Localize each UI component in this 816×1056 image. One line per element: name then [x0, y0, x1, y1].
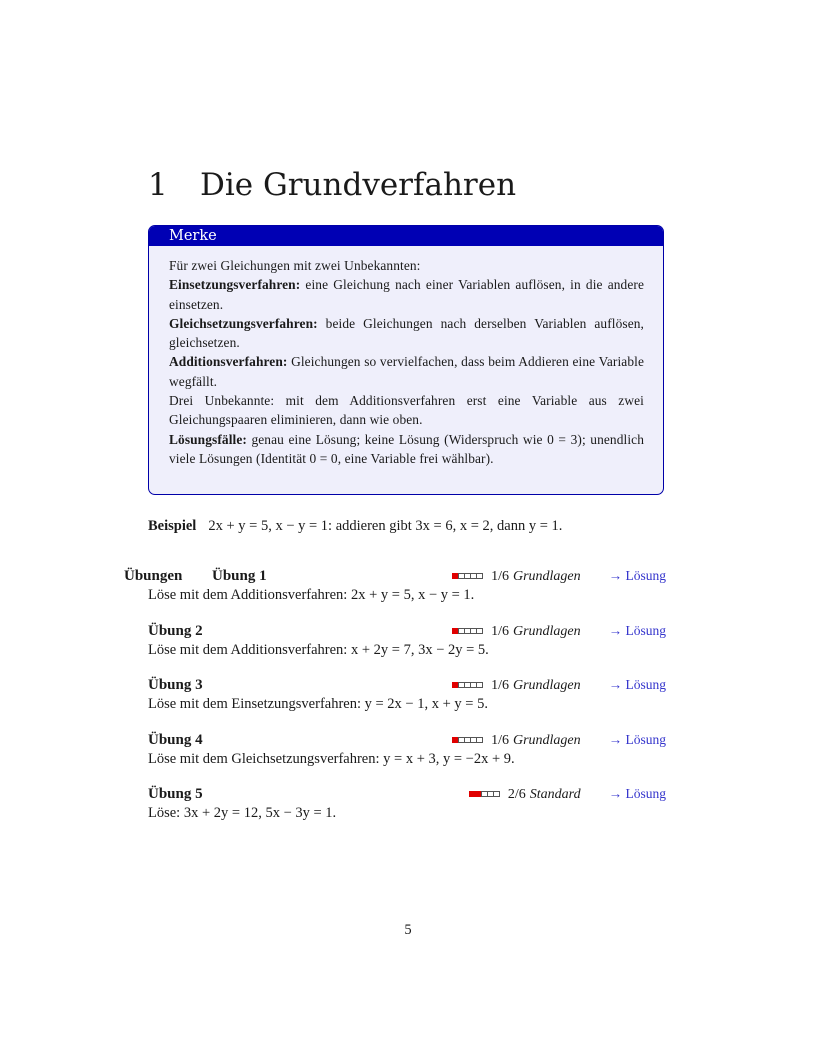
merke-body: [149, 246, 663, 468]
level-category: Grundlagen: [512, 624, 581, 639]
section-title: Die Grundverfahren: [200, 167, 517, 203]
level-value: 1/6: [491, 624, 509, 639]
merke-cases-text: genau eine Lösung; keine Lösung (Widerspruch wie 0 = 3); unendlich viele Lösungen (Identität 0 = 0, eine Variable frei wählbar).: [169, 431, 644, 466]
beispiel-label: Beispiel: [148, 518, 197, 534]
level-category: Grundlagen: [512, 569, 581, 584]
merke-term: Additionsverfahren:: [169, 354, 288, 370]
level-value: 1/6: [491, 733, 509, 748]
page-number: 5: [404, 922, 412, 938]
exercise: [148, 675, 666, 715]
merke-intro: Für zwei Gleichungen mit zwei Unbekannten:: [169, 258, 421, 273]
exercise-task: Löse mit dem Additionsverfahren: 2x + y = 5, x − y = 1.: [148, 587, 475, 603]
merke-box: [148, 225, 664, 495]
difficulty-level: [491, 676, 581, 696]
difficulty-level: [491, 622, 581, 642]
exercise-task: Löse mit dem Gleichsetzungsverfahren: y = x + 3, y = −2x + 9.: [148, 751, 515, 767]
exercise-title: Übung 1: [212, 568, 267, 584]
solution-link[interactable]: → Lösung: [608, 568, 666, 583]
exercise-meta: [453, 730, 666, 750]
merke-cases-term: Lösungsfälle:: [169, 431, 247, 447]
merke-term: Einsetzungsverfahren:: [169, 277, 301, 293]
merke-text: beide Gleichungen nach derselben Variablen auflösen, gleichsetzen.: [169, 315, 644, 351]
section-number: 1: [148, 167, 168, 203]
level-category: Grundlagen: [512, 733, 581, 748]
difficulty-segment: [476, 573, 483, 579]
difficulty-segment: [476, 628, 483, 634]
solution-link[interactable]: → Lösung: [608, 677, 666, 692]
difficulty-segment: [476, 682, 483, 688]
level-category: Standard: [529, 787, 581, 802]
exercise: [148, 730, 666, 770]
difficulty-segment: [493, 791, 500, 797]
merke-item: [169, 314, 644, 353]
difficulty-bar: [453, 621, 483, 641]
exercise-task: Löse: 3x + 2y = 12, 5x − 3y = 1.: [148, 805, 337, 821]
level-category: Grundlagen: [512, 678, 581, 693]
merke-text: eine Gleichung nach einer Variablen auflösen, in die andere einsetzen.: [169, 277, 644, 312]
exercise: [148, 784, 666, 824]
merke-item: [169, 352, 644, 391]
level-value: 2/6: [507, 787, 526, 802]
merke-cases: [169, 430, 644, 469]
solution-link[interactable]: → Lösung: [608, 732, 666, 747]
merke-title: Merke: [149, 226, 663, 246]
difficulty-bar: [470, 784, 500, 804]
uebungen-heading: Übungen: [124, 568, 183, 584]
exercise-title: Übung 3: [148, 677, 203, 693]
merke-three-unknowns: Drei Unbekannte: mit dem Additionsverfahren erst eine Variable aus zwei Gleichungspaaren eliminieren, dann wie oben.: [169, 393, 644, 428]
level-value: 1/6: [491, 678, 509, 693]
difficulty-bar: [453, 730, 483, 750]
exercise-task: Löse mit dem Additionsverfahren: x + 2y = 7, 3x − 2y = 5.: [148, 642, 489, 658]
exercise-meta: [453, 566, 666, 586]
beispiel-text: 2x + y = 5, x − y = 1: addieren gibt 3x = 6, x = 2, dann y = 1.: [208, 518, 563, 534]
merke-item: [169, 275, 644, 314]
section-heading: [148, 165, 516, 205]
difficulty-level: [491, 731, 581, 751]
solution-link[interactable]: → Lösung: [608, 623, 666, 638]
exercise-meta: [453, 621, 666, 641]
exercise-meta: [470, 784, 666, 804]
exercise: [148, 621, 666, 661]
exercise-title: Übung 4: [148, 732, 203, 748]
exercise-task: Löse mit dem Einsetzungsverfahren: y = 2x − 1, x + y = 5.: [148, 696, 488, 712]
difficulty-bar: [453, 675, 483, 695]
merke-text: Gleichungen so vervielfachen, dass beim Addieren eine Variable wegfällt.: [169, 354, 644, 389]
exercise-title: Übung 2: [148, 623, 203, 639]
difficulty-bar: [453, 566, 483, 586]
difficulty-segment: [476, 737, 483, 743]
exercise-meta: [453, 675, 666, 695]
exercise-title: Übung 5: [148, 786, 203, 802]
difficulty-level: [508, 785, 581, 805]
solution-link[interactable]: → Lösung: [608, 786, 666, 801]
level-value: 1/6: [491, 569, 509, 584]
difficulty-level: [491, 567, 581, 587]
merke-term: Gleichsetzungsverfahren:: [169, 315, 318, 331]
beispiel: [148, 516, 562, 536]
